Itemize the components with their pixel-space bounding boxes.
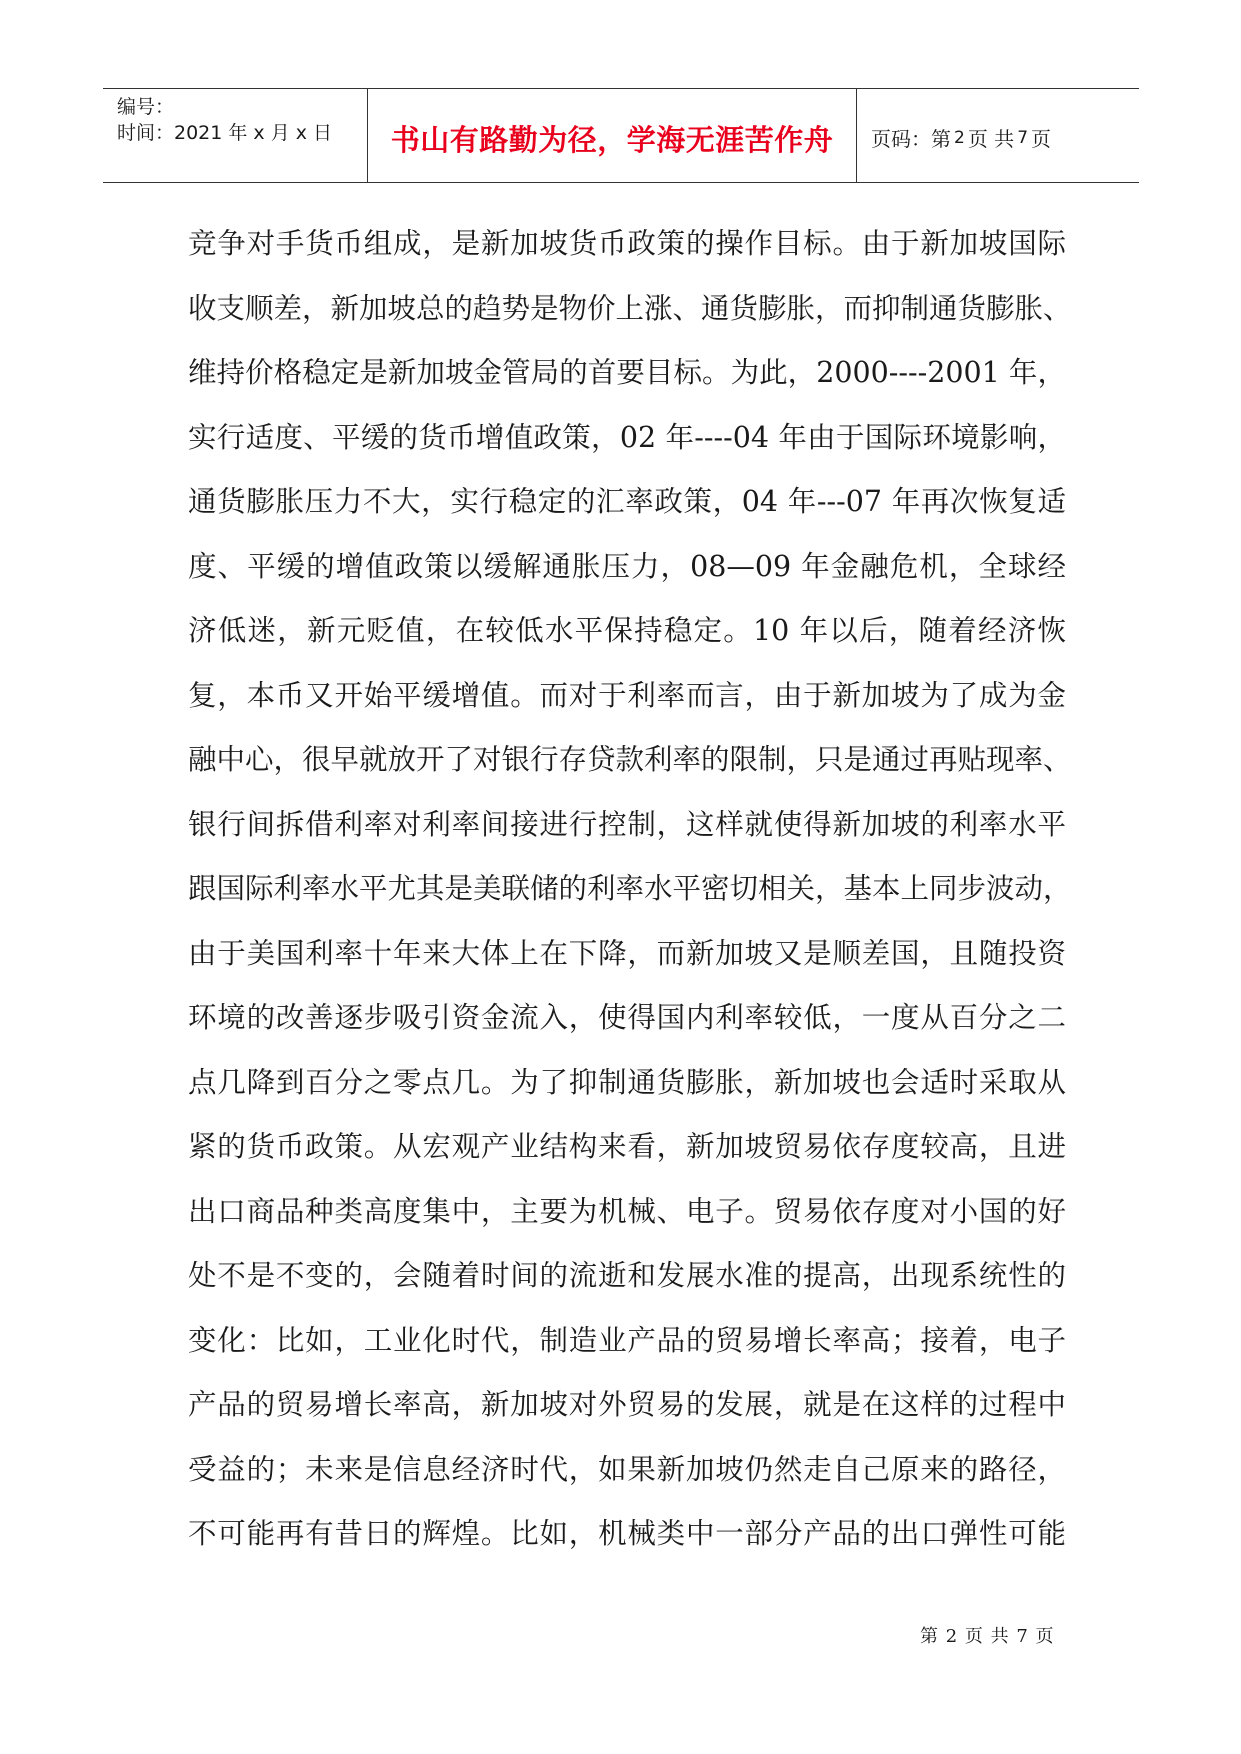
header-meta-cell	[103, 89, 368, 182]
text-line: 收支顺差，新加坡总的趋势是物价上涨、通货膨胀，而抑制通货膨胀、	[188, 291, 1072, 325]
text-line: 变化：比如，工业化时代，制造业产品的贸易增长率高；接着，电子	[188, 1323, 1066, 1357]
time-label: 时间：2021 年 x 月 x 日	[117, 122, 333, 144]
text-line: 复，本币又开始平缓增值。而对于利率而言，由于新加坡为了成为金	[188, 678, 1066, 712]
header-motto: 书山有路勤为径，学海无涯苦作舟	[390, 123, 834, 157]
text-line: 由于美国利率十年来大体上在下降，而新加坡又是顺差国，且随投资	[188, 936, 1066, 970]
page-footer: 第 2 页 共 7 页	[920, 1626, 1055, 1647]
text-line: 实行适度、平缓的货币增值政策，02 年----04 年由于国际环境影响，	[188, 420, 1066, 454]
text-line: 竞争对手货币组成，是新加坡货币政策的操作目标。由于新加坡国际	[188, 227, 1066, 260]
page-prefix: 页码：第	[871, 127, 951, 151]
text-line: 济低迷，新元贬值，在较低水平保持稳定。10 年以后，随着经济恢	[188, 614, 1066, 647]
document-header	[103, 88, 1139, 183]
text-line: 产品的贸易增长率高，新加坡对外贸易的发展，就是在这样的过程中	[188, 1388, 1066, 1421]
text-line: 紧的货币政策。从宏观产业结构来看，新加坡贸易依存度较高，且进	[188, 1130, 1066, 1163]
text-line: 不可能再有昔日的辉煌。比如，机械类中一部分产品的出口弹性可能	[188, 1517, 1066, 1550]
page-total: 7	[1017, 127, 1029, 148]
text-line: 通货膨胀压力不大，实行稳定的汇率政策，04 年---07 年再次恢复适	[188, 485, 1066, 518]
header-page-cell	[857, 89, 1139, 182]
text-line: 跟国际利率水平尤其是美联储的利率水平密切相关，基本上同步波动，	[188, 872, 1072, 905]
text-line: 银行间拆借利率对利率间接进行控制，这样就使得新加坡的利率水平	[188, 807, 1066, 841]
text-line: 出口商品种类高度集中，主要为机械、电子。贸易依存度对小国的好	[188, 1194, 1066, 1228]
page-middle: 页 共	[967, 127, 1015, 151]
header-motto-cell	[368, 89, 857, 182]
text-line: 受益的；未来是信息经济时代，如果新加坡仍然走自己原来的路径，	[188, 1452, 1066, 1486]
number-label: 编号：	[117, 96, 175, 118]
page-current: 2	[954, 127, 965, 148]
text-line: 维持价格稳定是新加坡金管局的首要目标。为此，2000----2001 年，	[188, 356, 1066, 389]
text-line: 度、平缓的增值政策以缓解通胀压力，08—09 年金融危机，全球经	[188, 549, 1066, 583]
text-line: 环境的改善逐步吸引资金流入，使得国内利率较低，一度从百分之二	[188, 1001, 1066, 1034]
text-line: 点几降到百分之零点几。为了抑制通货膨胀，新加坡也会适时采取从	[188, 1065, 1066, 1099]
text-line: 处不是不变的，会随着时间的流逝和发展水准的提高，出现系统性的	[188, 1259, 1066, 1292]
page-suffix: 页	[1031, 127, 1052, 151]
body-text	[188, 212, 1072, 1567]
text-line: 融中心，很早就放开了对银行存贷款利率的限制，只是通过再贴现率、	[188, 743, 1072, 776]
